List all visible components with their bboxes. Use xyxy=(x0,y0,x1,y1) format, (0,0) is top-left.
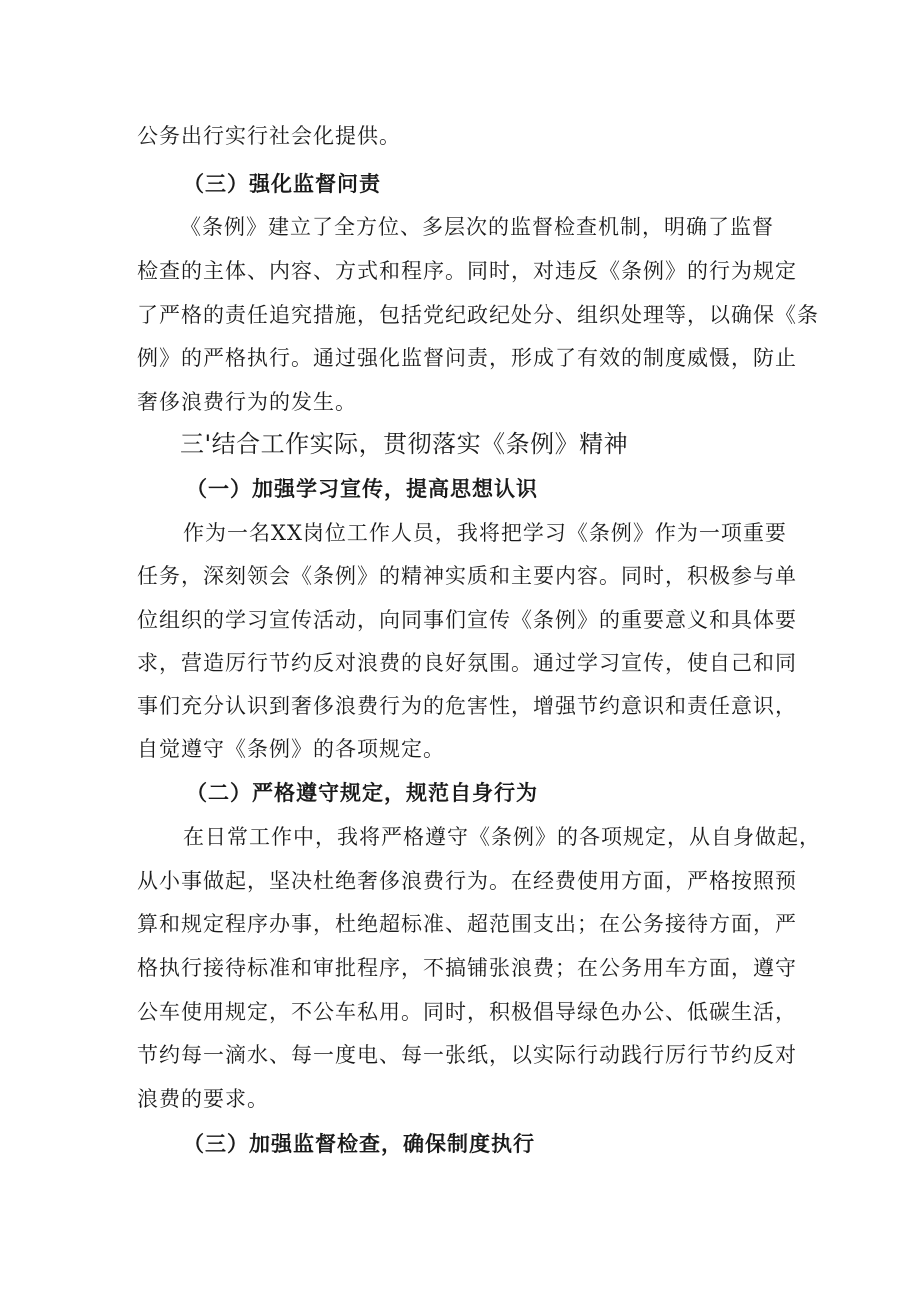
paragraph-line: 奢侈浪费行为的发生。 xyxy=(137,390,357,414)
paragraph-line: 作为一名XX岗位工作人员，我将把学习《条例》作为一项重要 xyxy=(183,521,787,545)
paragraph-line: 检查的主体、内容、方式和程序。同时，对违反《条例》的行为规定 xyxy=(137,259,797,283)
sub-heading-study: （一）加强学习宣传，提高思想认识 xyxy=(186,476,538,501)
paragraph-line: 从小事做起，坚决杜绝奢侈浪费行为。在经费使用方面，严格按照预 xyxy=(137,869,797,893)
paragraph-line: 任务，深刻领会《条例》的精神实质和主要内容。同时，积极参与单 xyxy=(137,564,797,588)
paragraph-line: 《条例》建立了全方位、多层次的监督检查机制，明确了监督 xyxy=(180,215,774,239)
paragraph-line: 了严格的责任追究措施，包括党纪政纪处分、组织处理等，以确保《条 xyxy=(137,303,819,327)
paragraph-line: 事们充分认识到奢侈浪费行为的危害性，增强节约意识和责任意识， xyxy=(137,694,797,718)
sub-heading-comply: （二）严格遵守规定，规范自身行为 xyxy=(186,780,538,805)
paragraph-line: 位组织的学习宣传活动，向同事们宣传《条例》的重要意义和具体要 xyxy=(137,608,797,632)
sub-heading-supervision: （三）强化监督问责 xyxy=(183,171,381,196)
paragraph-line: 算和规定程序办事，杜绝超标准、超范围支出；在公务接待方面，严 xyxy=(137,912,797,936)
paragraph-line: 在日常工作中，我将严格遵守《条例》的各项规定，从自身做起， xyxy=(183,825,821,849)
paragraph-line: 自觉遵守《条例》的各项规定。 xyxy=(137,737,445,761)
sub-heading-inspect: （三）加强监督检查，确保制度执行 xyxy=(183,1131,535,1156)
section-heading: 三'结合工作实际，贯彻落实《条例》精神 xyxy=(180,430,629,458)
paragraph-line: 求，营造厉行节约反对浪费的良好氛围。通过学习宣传，使自己和同 xyxy=(137,651,797,675)
paragraph-line: 公车使用规定，不公车私用。同时，积极倡导绿色办公、低碳生活， xyxy=(137,1000,797,1024)
paragraph-line: 浪费的要求。 xyxy=(137,1087,269,1111)
paragraph-line: 格执行接待标准和审批程序，不搞铺张浪费；在公务用车方面，遵守 xyxy=(137,956,797,980)
paragraph-line: 例》的严格执行。通过强化监督问责，形成了有效的制度威慑，防止 xyxy=(137,346,797,370)
top-fragment: 公务出行实行社会化提供。 xyxy=(137,124,401,148)
paragraph-line: 节约每一滴水、每一度电、每一张纸，以实际行动践行厉行节约反对 xyxy=(137,1043,797,1067)
